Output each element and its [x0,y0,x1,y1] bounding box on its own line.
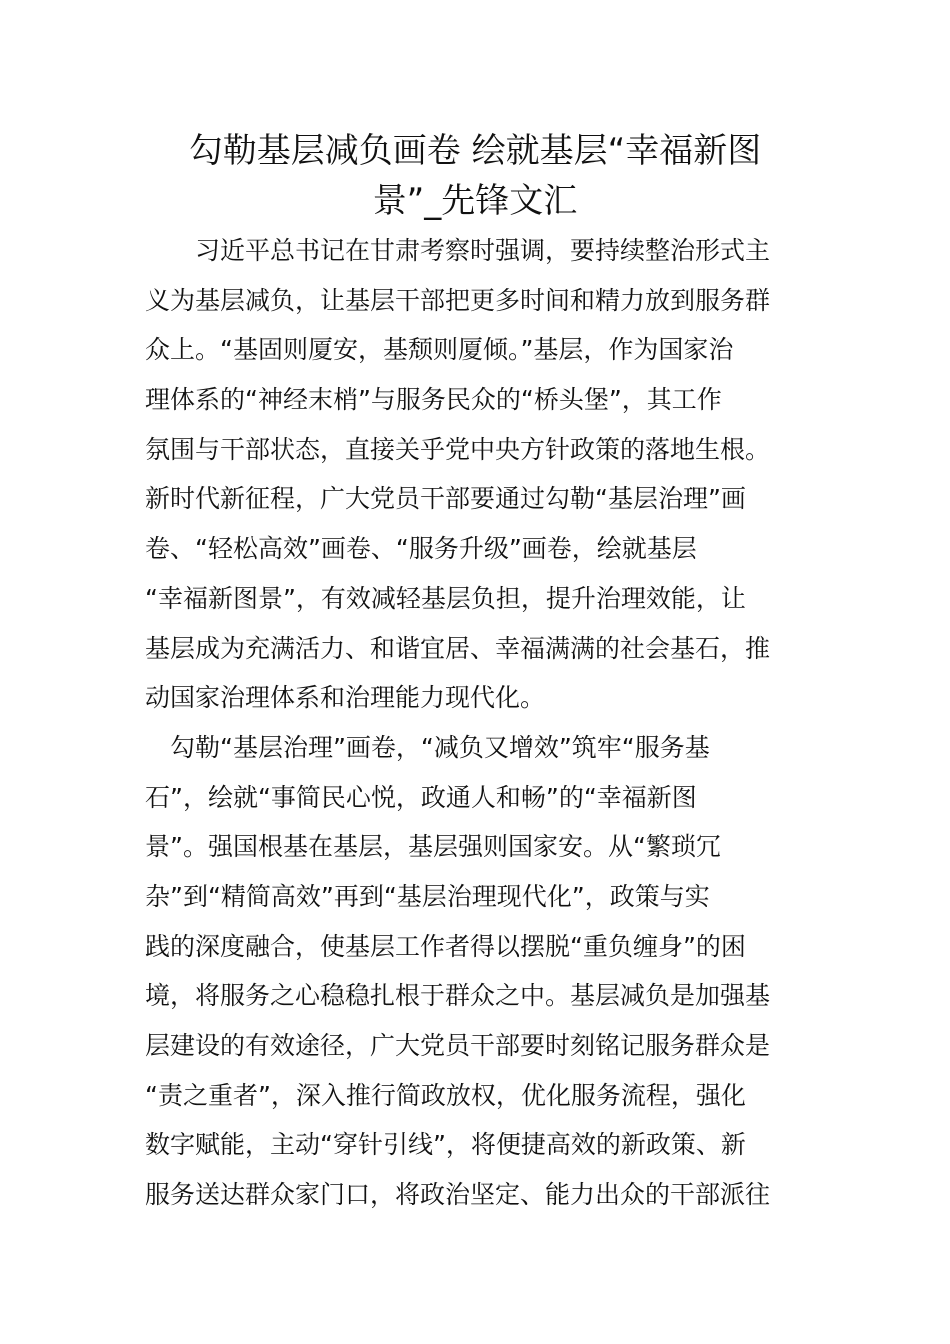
body-line: 基层成为充满活力、和谐宜居、幸福满满的社会基石，推 [145,633,771,663]
body-line: 杂”到“精简高效”再到“基层治理现代化”，政策与实 [145,881,710,911]
body-line: “幸福新图景”，有效减轻基层负担，提升治理效能，让 [145,583,746,613]
body-line: 氛围与干部状态，直接关乎党中央方针政策的落地生根。 [145,434,771,464]
body-line: 新时代新征程，广大党员干部要通过勾勒“基层治理”画 [145,484,746,514]
body-line: 义为基层减负，让基层干部把更多时间和精力放到服务群 [145,285,771,315]
body-line: 勾勒“基层治理”画卷，“减负又增效”筑牢“服务基 [145,732,710,762]
title-line: 勾勒基层减负画卷 绘就基层“幸福新图 [188,131,762,171]
body-line: 境，将服务之心稳稳扎根于群众之中。基层减负是加强基 [145,981,771,1011]
body-line: 景”。强国根基在基层，基层强则国家安。从“繁琐冗 [145,832,721,862]
body-line: “责之重者”，深入推行简政放权，优化服务流程，强化 [145,1080,746,1110]
document-body [145,226,807,1220]
body-line: 层建设的有效途径，广大党员干部要时刻铭记服务群众是 [145,1031,771,1060]
body-line: 动国家治理体系和治理能力现代化。 [145,683,546,713]
body-line: 践的深度融合，使基层工作者得以摆脱“重负缠身”的困 [145,931,746,961]
title-line: 景”_先锋文汇 [372,181,578,221]
body-line: 卷、“轻松高效”画卷、“服务升级”画卷，绘就基层 [145,534,697,564]
body-line: 众上。“基固则厦安，基颓则厦倾。”基层，作为国家治 [145,335,734,365]
body-line: 习近平总书记在甘肃考察时强调，要持续整治形式主 [145,236,771,265]
body-line: 理体系的“神经末梢”与服务民众的“桥头堡”，其工作 [145,385,722,415]
document-title [145,126,805,226]
body-line: 服务送达群众家门口，将政治坚定、能力出众的干部派往 [145,1180,771,1210]
body-line: 石”，绘就“事简民心悦，政通人和畅”的“幸福新图 [145,782,697,812]
body-line: 数字赋能，主动“穿针引线”，将便捷高效的新政策、新 [145,1130,746,1160]
